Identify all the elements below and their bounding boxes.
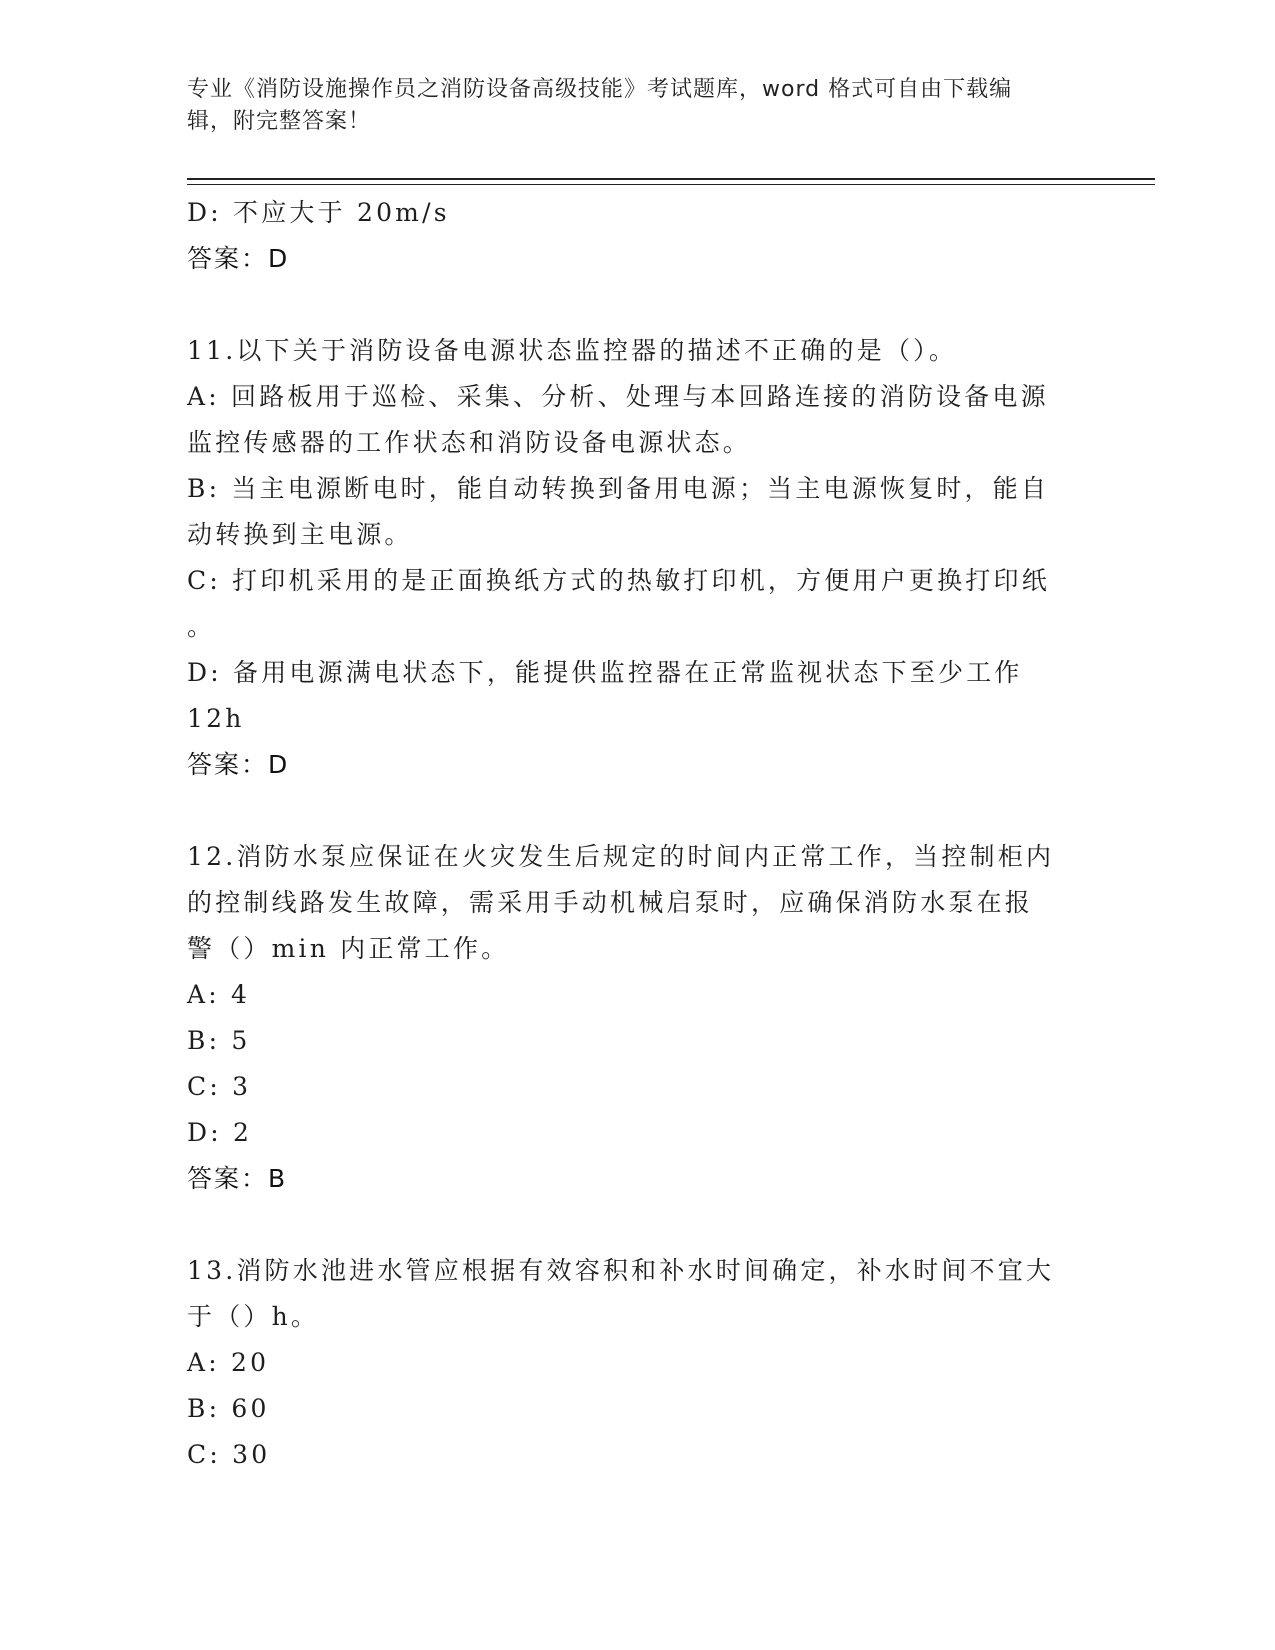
question-11: [187, 328, 1067, 788]
option-a: A: 4: [187, 980, 251, 1009]
option-a: A: 回路板用于巡检、采集、分析、处理与本回路连接的消防设备电源: [187, 382, 1049, 411]
prev-question: [187, 190, 1067, 282]
question-12: [187, 834, 1067, 1202]
option-a-cont: 监控传感器的工作状态和消防设备电源状态。: [187, 428, 752, 457]
option-c: C: 打印机采用的是正面换纸方式的热敏打印机，方便用户更换打印纸: [187, 566, 1050, 595]
answer-line: 答案：B: [187, 1164, 288, 1193]
header-rule-thin: [187, 184, 1155, 185]
page-header: [187, 74, 1067, 138]
question-stem-cont: 警（）min 内正常工作。: [187, 934, 510, 963]
question-stem: 12.消防水泵应保证在火灾发生后规定的时间内正常工作，当控制柜内: [187, 842, 1055, 871]
option-d: D: 2: [187, 1118, 253, 1147]
option-d: D: 备用电源满电状态下，能提供监控器在正常监视状态下至少工作: [187, 658, 1023, 687]
option-b: B: 60: [187, 1394, 270, 1423]
question-stem-cont: 的控制线路发生故障，需采用手动机械启泵时，应确保消防水泵在报: [187, 888, 1034, 917]
option-c: C: 30: [187, 1440, 271, 1469]
question-stem: 11.以下关于消防设备电源状态监控器的描述不正确的是（）。: [187, 336, 958, 365]
header-line-1: 专业《消防设施操作员之消防设备高级技能》考试题库，word 格式可自由下载编: [187, 77, 1013, 102]
header-line-2: 辑，附完整答案！: [187, 109, 372, 134]
header-rule-thick: [187, 178, 1155, 180]
question-13: [187, 1248, 1067, 1478]
option-d: D: 不应大于 20m/s: [187, 198, 450, 227]
option-b: B: 5: [187, 1026, 251, 1055]
spacer: [187, 282, 1067, 328]
question-stem-cont: 于（）h。: [187, 1302, 320, 1331]
option-c-cont: 。: [187, 612, 216, 641]
spacer: [187, 1202, 1067, 1248]
option-c: C: 3: [187, 1072, 252, 1101]
option-a: A: 20: [187, 1348, 270, 1377]
answer-line: 答案：D: [187, 244, 290, 273]
question-stem: 13.消防水池进水管应根据有效容积和补水时间确定，补水时间不宜大: [187, 1256, 1055, 1285]
option-b-cont: 动转换到主电源。: [187, 520, 413, 549]
answer-line: 答案：D: [187, 750, 290, 779]
option-b: B: 当主电源断电时，能自动转换到备用电源；当主电源恢复时，能自: [187, 474, 1050, 503]
option-d-cont: 12h: [187, 704, 245, 733]
question-list: [187, 190, 1067, 1478]
spacer: [187, 788, 1067, 834]
